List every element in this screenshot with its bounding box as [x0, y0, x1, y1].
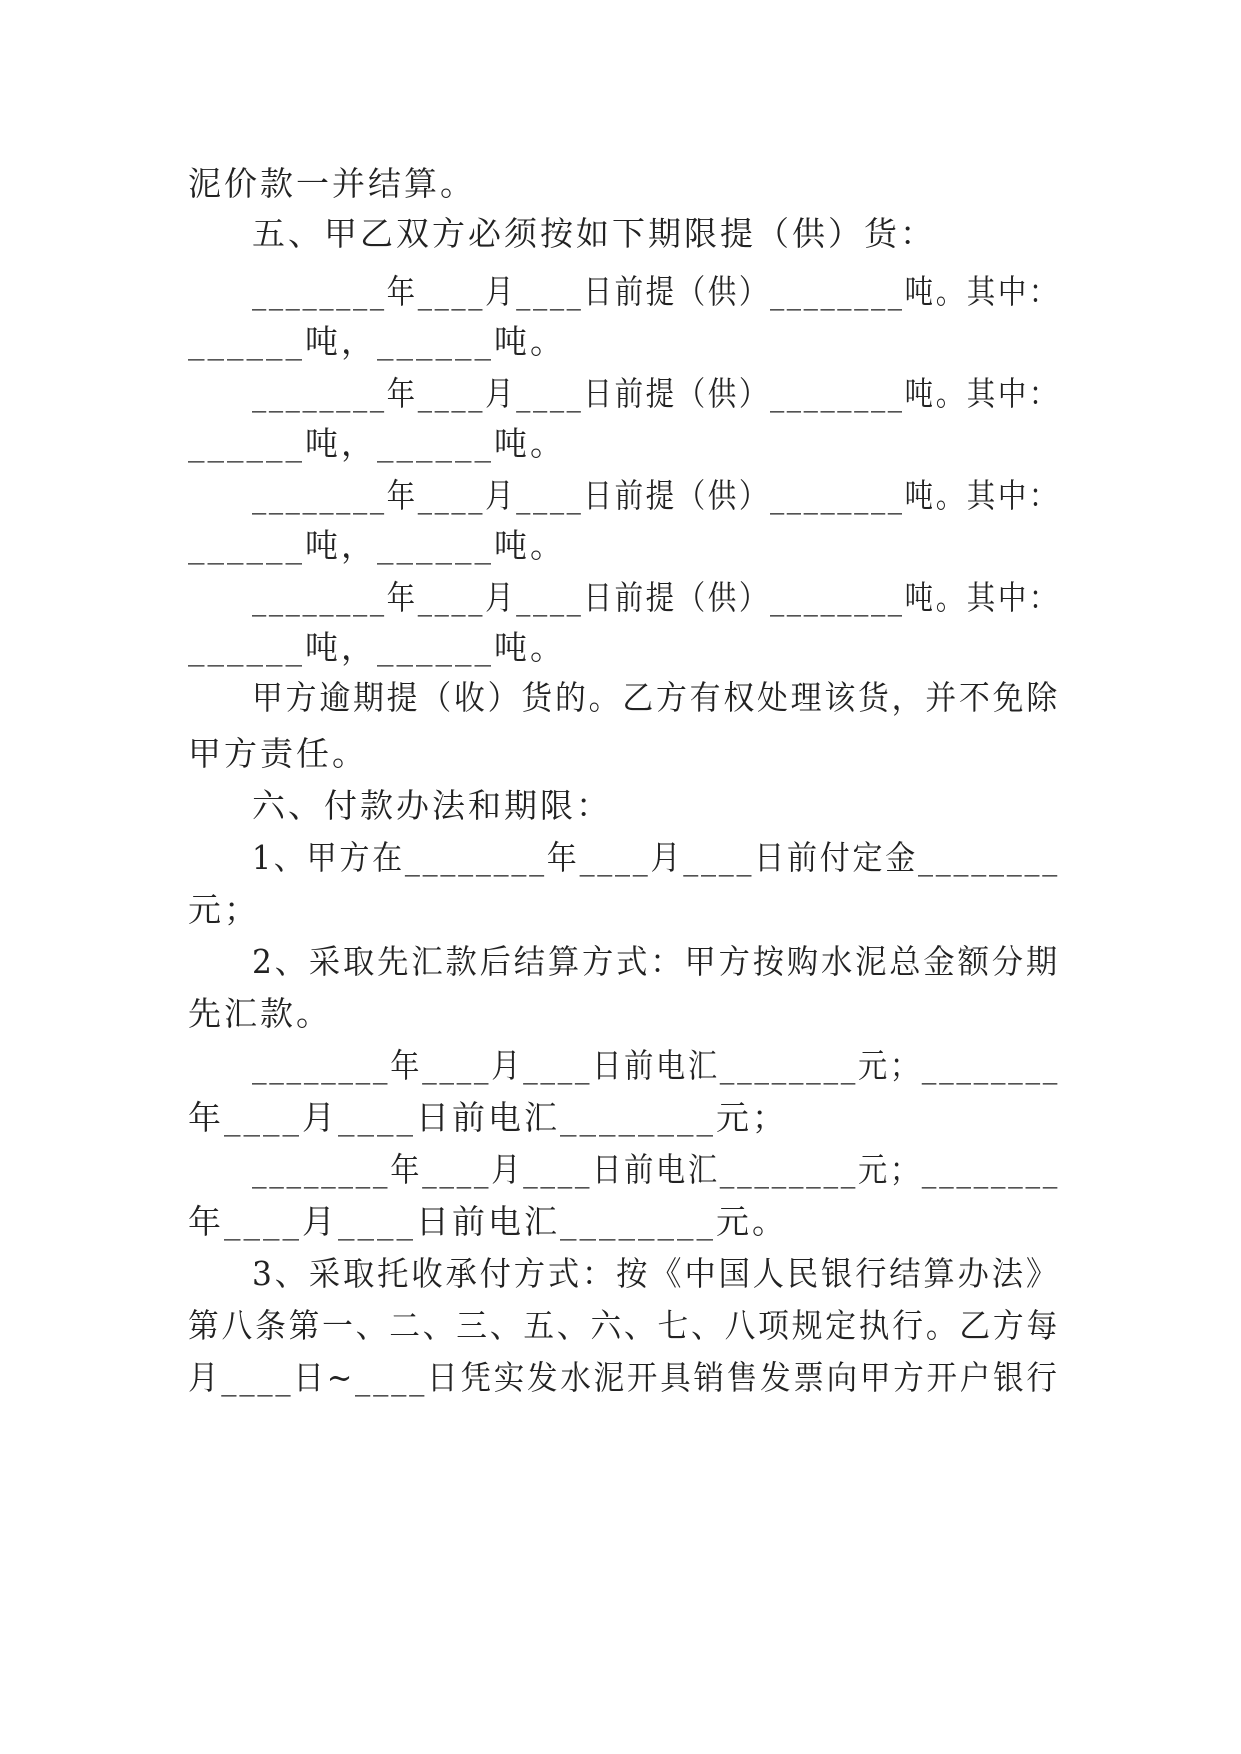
text-line: ________年____月____日前提（供）________吨。其中： [252, 272, 1060, 311]
text-line: 第八条第一、二、三、五、六、七、八项规定执行。乙方每 [188, 1306, 1060, 1345]
text-line: ________年____月____日前提（供）________吨。其中： [252, 578, 1060, 617]
text-line: ________年____月____日前提（供）________吨。其中： [252, 374, 1060, 413]
text-line: ________年____月____日前提（供）________吨。其中： [252, 476, 1060, 515]
text-line: 先汇款。 [188, 994, 332, 1033]
text-line: 3、采取托收承付方式：按《中国人民银行结算办法》 [252, 1254, 1060, 1293]
text-line: 甲方责任。 [188, 734, 368, 773]
text-line: 年____月____日前电汇________元。 [188, 1202, 788, 1241]
text-line: 元； [188, 890, 260, 929]
section-heading: 五、甲乙双方必须按如下期限提（供）货： [252, 214, 936, 253]
text-line: 泥价款一并结算。 [188, 164, 476, 203]
text-line: ______吨，______吨。 [188, 322, 566, 361]
text-line: ________年____月____日前电汇________元；________ [252, 1046, 1060, 1085]
text-line: ______吨，______吨。 [188, 628, 566, 667]
text-line: 甲方逾期提（收）货的。乙方有权处理该货，并不免除 [252, 678, 1060, 717]
section-heading: 六、付款办法和期限： [252, 786, 612, 825]
text-line: 2、采取先汇款后结算方式：甲方按购水泥总金额分期 [252, 942, 1060, 981]
text-line: ______吨，______吨。 [188, 526, 566, 565]
text-line: ________年____月____日前电汇________元；________ [252, 1150, 1060, 1189]
text-line: ______吨，______吨。 [188, 424, 566, 463]
text-line: 1、甲方在________年____月____日前付定金________ [252, 838, 1060, 877]
text-line: 年____月____日前电汇________元； [188, 1098, 788, 1137]
text-line: 月____日~____日凭实发水泥开具销售发票向甲方开户银行 [188, 1358, 1060, 1397]
